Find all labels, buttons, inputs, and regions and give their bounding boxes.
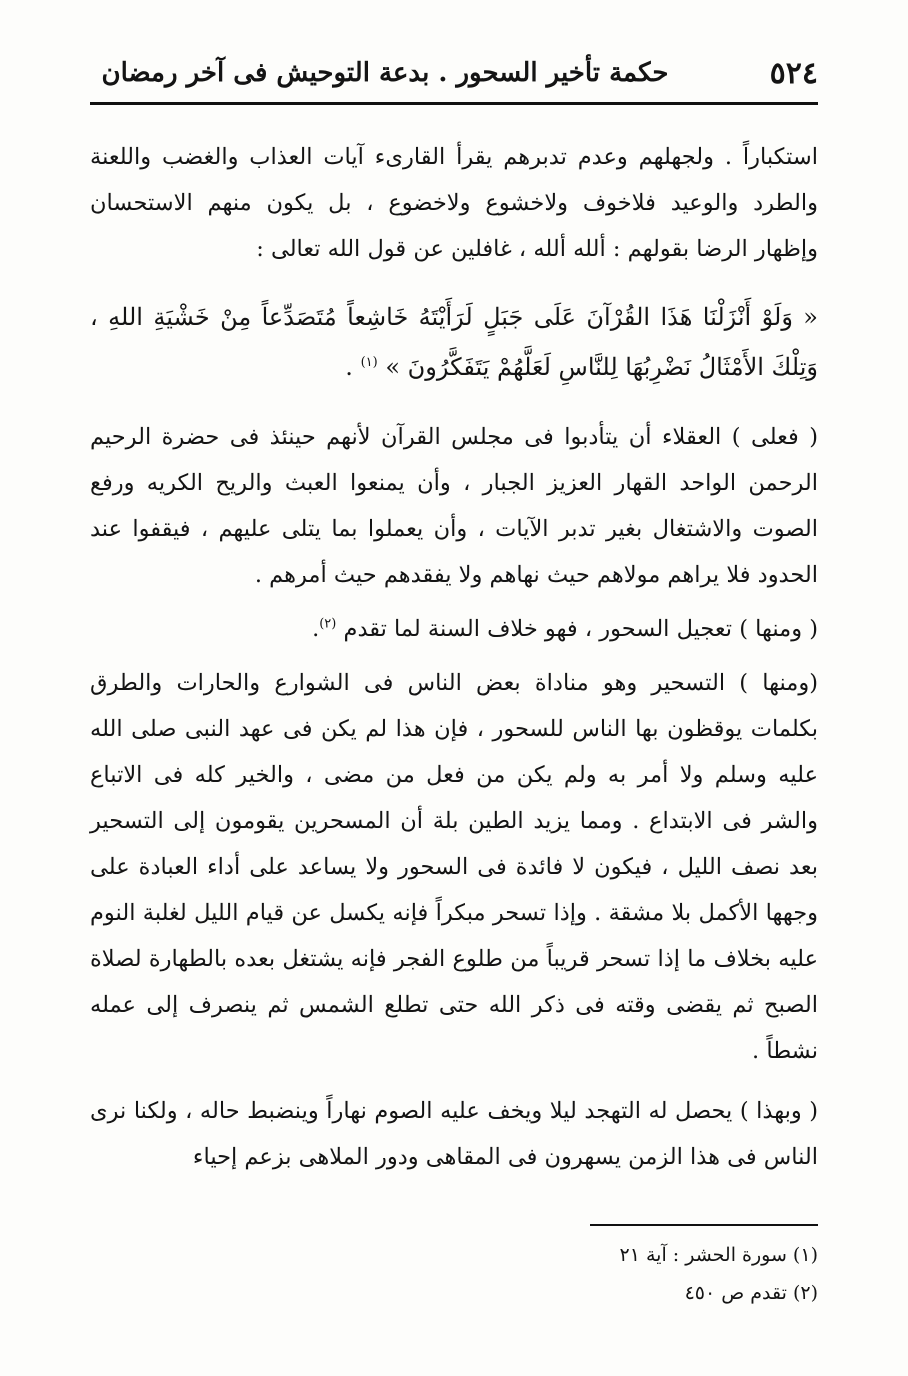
paragraph-3 [90,606,818,652]
footnote-divider [590,1224,818,1226]
running-title: حكمة تأخير السحور . بدعة التوحيش فى آخر رمضان [101,58,669,88]
page-number: ٥٢٤ [769,56,818,91]
main-text [90,134,818,1180]
paragraph-4: (ومنها ) التسحير وهو مناداة بعض الناس فى الشوارع والحارات والطرق بكلمات يوقظون بها الناس للسحور ، فإن هذا لم يكن فى عهد النبى صلى الله عليه وسلم ولا أمر به ولم يكن من فعل من مضى ، والخير كله فى الاتباع والشر فى الابتداع . ومما يزيد الطين بلة أن المسحرين يقومون إلى التسحير بعد نصف الليل ، فيكون لا فائدة فى السحور ولا يساعد على أداء العبادة على وجهها الأكمل بلا مشقة . وإذا تسحر مبكراً فإنه يكسل عن قيام الليل لغلبة النوم عليه بخلاف ما إذا تسحر قريباً من طلوع الفجر فإنه يشتغل بعده بالطهارة لصلاة الصبح ثم يقضى وقته فى ذكر الله حتى تطلع الشمس ثم ينصرف إلى عمله نشطاً . [90,670,818,1064]
paragraph-2: ( فعلى ) العقلاء أن يتأدبوا فى مجلس القرآن لأنهم حينئذ فى حضرة الرحيم الرحمن الواحد القهار العزيز الجبار ، وأن يمنعوا العبث والريح الكريه ورفع الصوت والاشتغال بغير تدبر الآيات ، وأن يعملوا بما يتلى عليهم ، فيقفوا عند الحدود فلا يراهم مولاهم حيث نهاهم ولا يفقدهم حيث أمرهم . [90,424,818,588]
verse-end: . [345,353,361,381]
verse-text: « وَلَوْ أَنْزَلْنَا هَذَا القُرْآنَ عَلَى جَبَلٍ لَرَأَيْتَهُ خَاشِعاً مُتَصَدِّعاً مِنْ خَشْيَةِ اللهِ ، وَتِلْكَ الأَمْثَالُ نَضْرِبُهَا لِلنَّاسِ لَعَلَّهُمْ يَتَفَكَّرُونَ » [90,303,818,381]
footnote-ref-1: (١) [360,355,378,370]
header-divider [90,102,818,105]
footnote-1: (١) سورة الحشر : آية ٢١ [619,1244,818,1266]
paragraph-1: استكباراً . ولجهلهم وعدم تدبرهم يقرأ القارىء آيات العذاب والغضب واللعنة والطرد والوعيد فلاخوف ولاخشوع ولاخضوع ، بل يكون منهم الاستحسان وإظهار الرضا بقولهم : ألله ألله ، غافلين عن قول الله تعالى : [90,144,818,262]
footnotes [400,1236,818,1312]
paragraph-3-end: . [312,616,320,642]
quran-verse [90,292,818,392]
page-header [90,52,818,98]
paragraph-3-text: ( ومنها ) تعجيل السحور ، فهو خلاف السنة لما تقدم [343,616,818,642]
paragraph-5: ( وبهذا ) يحصل له التهجد ليلا ويخف عليه الصوم نهاراً وينضبط حاله ، ولكنا نرى الناس فى هذا الزمن يسهرون فى المقاهى ودور الملاهى بزعم إحياء [90,1098,818,1170]
footnote-ref-2: (٢) [319,616,337,632]
footnote-2: (٢) تقدم ص ٤٥٠ [684,1282,818,1304]
